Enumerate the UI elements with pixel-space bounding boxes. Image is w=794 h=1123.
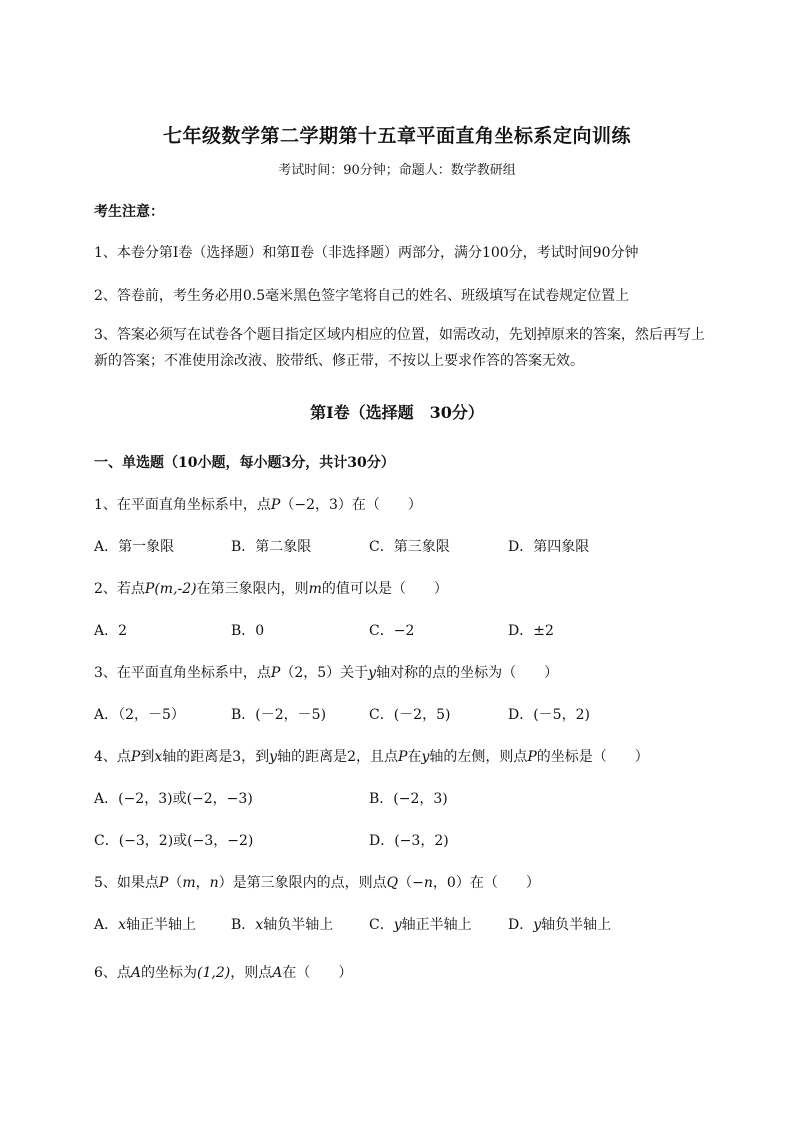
question-4-stem — [94, 746, 649, 766]
question-text: ）是第三象限内的点，则点 — [218, 875, 387, 891]
question-text: ， — [195, 875, 210, 891]
question-text: 6、点 — [94, 965, 131, 981]
math-var: A — [272, 965, 283, 981]
math-var: P — [270, 665, 281, 681]
question-2-option-c[interactable]: C．−2 — [369, 623, 415, 639]
question-2-option-d[interactable]: D．±2 — [508, 623, 554, 639]
math-expression: (1,2) — [197, 965, 231, 981]
question-5-option-d[interactable] — [508, 914, 611, 934]
question-text: 4、点 — [94, 749, 131, 765]
math-expression: P(m,-2) — [144, 581, 197, 597]
option-letter: A． — [94, 917, 119, 933]
question-3-option-b[interactable]: B．(－2，－5) — [231, 707, 327, 723]
question-text: 5、如果点 — [94, 875, 159, 891]
question-text: （−2，3）在（ ） — [280, 497, 422, 513]
math-var: P — [270, 497, 281, 513]
notice-item-2: 2、答卷前，考生务必用0.5毫米黑色签字笔将自己的姓名、班级填写在试卷规定位置上 — [94, 288, 630, 304]
math-var: x — [118, 917, 127, 933]
question-1-option-a[interactable]: A．第一象限 — [94, 539, 175, 555]
math-var: P — [398, 749, 408, 765]
math-var: P — [158, 875, 169, 891]
notice-item-1: 1、本卷分第I卷（选择题）和第Ⅱ卷（非选择题）两部分，满分100分，考试时间90分钟 — [94, 245, 639, 261]
math-var: x — [154, 749, 163, 765]
question-5-option-c[interactable] — [369, 914, 472, 934]
question-5-option-b[interactable] — [231, 914, 333, 934]
question-text: 3、在平面直角坐标系中，点 — [94, 665, 271, 681]
option-text: 轴正半轴上 — [126, 917, 197, 933]
math-var: y — [393, 917, 402, 933]
question-6-stem — [94, 962, 352, 982]
question-1-option-c[interactable]: C．第三象限 — [369, 539, 450, 555]
question-text: 的坐标为 — [141, 965, 198, 981]
question-text: ，则点 — [230, 965, 273, 981]
notice-heading: 考生注意： — [94, 204, 164, 220]
option-letter: C． — [369, 917, 394, 933]
question-5-option-a[interactable] — [94, 914, 196, 934]
question-text: ，0）在（ ） — [432, 875, 540, 891]
option-letter: D． — [508, 917, 534, 933]
math-var: y — [421, 749, 430, 765]
section-title: 第I卷（选择题 30分） — [310, 403, 484, 422]
question-text: 轴对称的点的坐标为（ ） — [376, 665, 559, 681]
question-4-option-c[interactable]: C．(−3，2)或(−3，−2) — [94, 833, 254, 849]
question-3-option-a[interactable]: A．（2，－5） — [94, 707, 185, 723]
question-text: 轴的距离是2，且点 — [277, 749, 399, 765]
notice-item-3: 3、答案必须写在试卷各个题目指定区域内相应的位置，如需改动，先划掉原来的答案，然后再写上新的答案；不准使用涂改液、胶带纸、修正带，不按以上要求作答的答案无效。 — [94, 327, 705, 369]
question-3-stem — [94, 662, 558, 682]
question-text: 2、若点 — [94, 581, 145, 597]
question-3-option-d[interactable]: D．(－5，2) — [508, 707, 590, 723]
math-var: n — [423, 875, 433, 891]
option-text: 轴正半轴上 — [401, 917, 472, 933]
question-1-option-b[interactable]: B．第二象限 — [231, 539, 312, 555]
exam-info: 考试时间：90分钟；命题人：数学教研组 — [278, 163, 516, 178]
math-var: Q — [386, 875, 399, 891]
question-text: 在 — [407, 749, 422, 765]
question-2-option-b[interactable]: B．0 — [231, 623, 265, 639]
question-text: 到 — [140, 749, 155, 765]
question-3-option-c[interactable]: C．(－2，5) — [369, 707, 451, 723]
option-text: 轴负半轴上 — [263, 917, 334, 933]
question-text: 的值可以是（ ） — [321, 581, 448, 597]
part-heading: 一、单选题（10小题，每小题3分，共计30分） — [94, 455, 395, 471]
question-text: （2，5）关于 — [280, 665, 369, 681]
math-var: P — [130, 749, 141, 765]
option-letter: B． — [231, 917, 256, 933]
option-text: 轴负半轴上 — [541, 917, 612, 933]
math-var: m — [182, 875, 196, 891]
math-var: P — [527, 749, 537, 765]
question-text: 轴的距离是3，到 — [162, 749, 270, 765]
math-var: y — [368, 665, 377, 681]
question-text: 1、在平面直角坐标系中，点 — [94, 497, 271, 513]
question-1-option-d[interactable]: D．第四象限 — [508, 539, 590, 555]
question-1-stem — [94, 494, 422, 514]
question-text: 轴的左侧，则点 — [429, 749, 528, 765]
question-text: （− — [398, 875, 424, 891]
question-text: （ — [168, 875, 183, 891]
question-text: 在（ ） — [282, 965, 353, 981]
math-var: m — [308, 581, 322, 597]
question-4-option-a[interactable]: A．(−2，3)或(−2，−3) — [94, 791, 253, 807]
math-var: A — [130, 965, 142, 981]
math-var: n — [209, 875, 219, 891]
page-title: 七年级数学第二学期第十五章平面直角坐标系定向训练 — [162, 125, 631, 147]
question-text: 在第三象限内，则 — [196, 581, 309, 597]
question-text: 的坐标是（ ） — [536, 749, 649, 765]
math-var: y — [269, 749, 278, 765]
question-4-option-d[interactable]: D．(−3，2) — [369, 833, 449, 849]
math-var: x — [255, 917, 264, 933]
math-var: y — [533, 917, 542, 933]
question-5-stem — [94, 872, 540, 892]
question-4-option-b[interactable]: B．(−2，3) — [369, 791, 448, 807]
question-2-stem — [94, 578, 448, 598]
question-2-option-a[interactable]: A．2 — [94, 623, 128, 639]
